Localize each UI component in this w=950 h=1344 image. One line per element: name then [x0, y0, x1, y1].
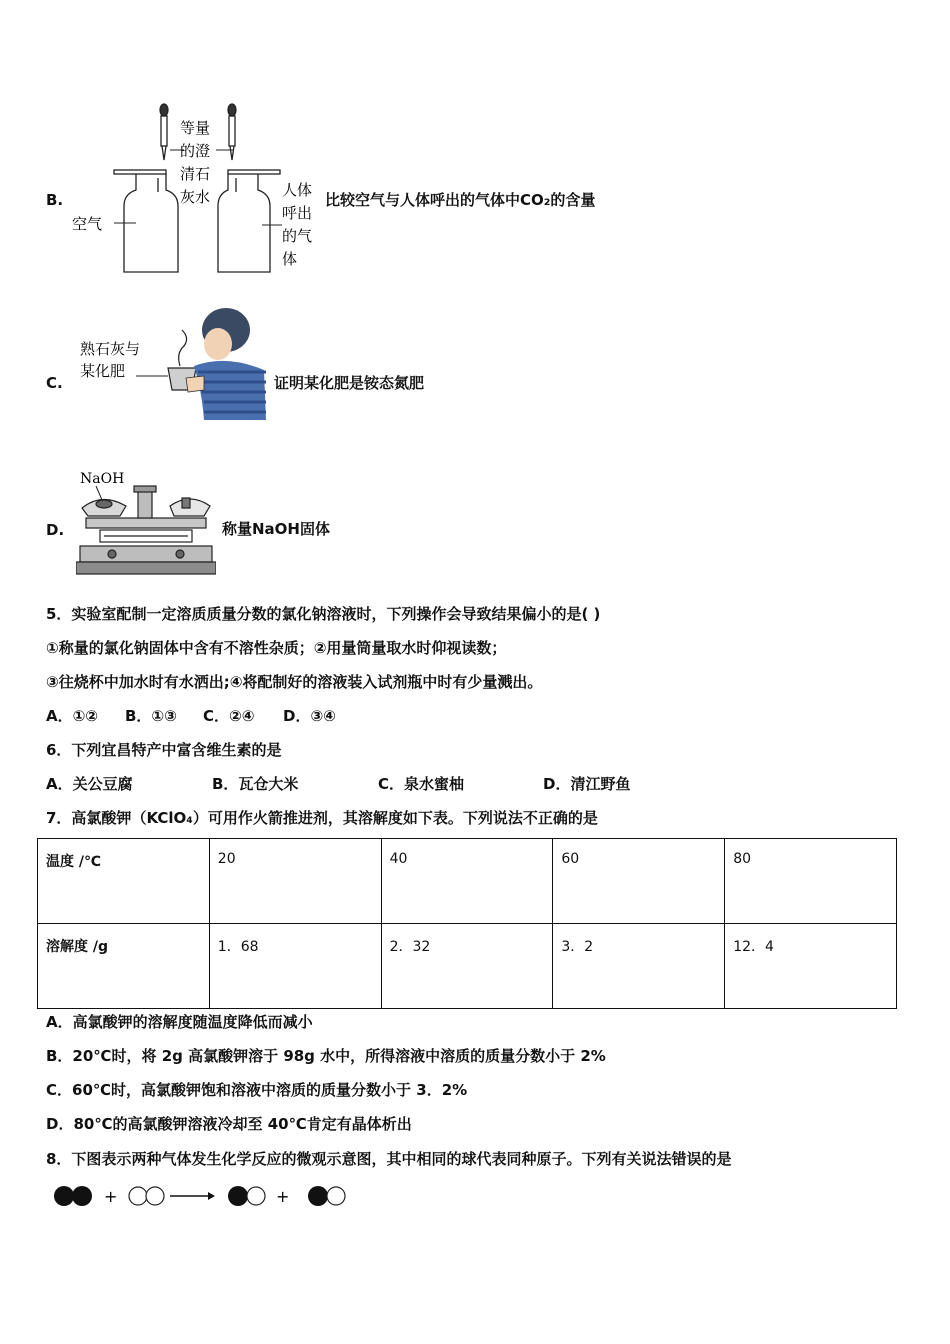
reactant-black-molecule-icon	[54, 1186, 92, 1206]
label-breath-3: 的气	[282, 227, 313, 245]
table-cell: 溶解度 /g	[38, 924, 210, 1009]
label-lime-2: 某化肥	[80, 362, 126, 380]
label-breath-4: 体	[282, 250, 298, 268]
option-b-description: 比较空气与人体呼出的气体中CO₂的含量	[325, 191, 596, 209]
table-cell: 3．2	[553, 924, 725, 1009]
balance-icon	[76, 486, 216, 574]
label-reagent-2: 的澄	[180, 142, 211, 160]
dropper-right-icon	[228, 104, 236, 160]
option-letter-c: C.	[46, 374, 63, 392]
plus-sign-2: +	[276, 1187, 290, 1206]
right-bottle-icon	[218, 170, 280, 272]
label-reagent-3: 清石	[180, 165, 211, 183]
label-naoh: NaOH	[80, 471, 125, 487]
label-lime-1: 熟石灰与	[80, 340, 141, 358]
q8-stem: 8．下图表示两种气体发生化学反应的微观示意图，其中相同的球代表同种原子。下列有关说法错误的是	[46, 1150, 732, 1168]
q5-line1: ①称量的氯化钠固体中含有不溶性杂质；②用量筒量取水时仰视读数；	[46, 639, 507, 657]
product-molecule-2-icon	[308, 1186, 345, 1206]
table-row	[38, 924, 897, 1009]
label-reagent-1: 等量	[180, 119, 211, 137]
plus-sign-1: +	[104, 1187, 118, 1206]
balance-scale-illustration	[76, 466, 216, 578]
q7-stem: 7．高氯酸钾（KClO₄）可用作火箭推进剂，其溶解度如下表。下列说法不正确的是	[46, 809, 598, 827]
product-molecule-1-icon	[228, 1186, 265, 1206]
arrow-right-icon	[170, 1192, 215, 1200]
q5-line2: ③往烧杯中加水时有水洒出;④将配制好的溶液装入试剂瓶中时有少量溅出。	[46, 673, 543, 691]
q5-option-a: A．①②	[46, 707, 99, 725]
option-c-description: 证明某化肥是铵态氮肥	[274, 374, 425, 392]
option-letter-b: B.	[46, 191, 64, 209]
label-air: 空气	[72, 215, 103, 233]
q6-option-a: A．关公豆腐	[46, 775, 133, 793]
q6-stem: 6．下列宜昌特产中富含维生素的是	[46, 741, 282, 759]
table-cell: 温度 /℃	[38, 839, 210, 924]
co2-comparison-apparatus	[66, 100, 326, 280]
q7-option-d: D．80℃的高氯酸钾溶液冷却至 40℃肯定有晶体析出	[46, 1115, 412, 1133]
table-cell: 12．4	[725, 924, 897, 1009]
left-bottle-icon	[114, 170, 178, 272]
table-cell: 2．32	[381, 924, 553, 1009]
q6-option-d: D．清江野鱼	[543, 775, 631, 793]
fertilizer-test-illustration	[76, 308, 272, 424]
q5-option-b: B．①③	[125, 707, 177, 725]
table-row	[38, 839, 897, 924]
solubility-table	[37, 838, 897, 1009]
table-cell: 1．68	[209, 924, 381, 1009]
dropper-left-icon	[160, 104, 168, 160]
q7-option-c: C．60℃时，高氯酸钾饱和溶液中溶质的质量分数小于 3．2%	[46, 1081, 468, 1099]
table-cell: 80	[725, 839, 897, 924]
q7-option-b: B．20℃时，将 2g 高氯酸钾溶于 98g 水中，所得溶液中溶质的质量分数小于 2%	[46, 1047, 606, 1065]
table-cell: 40	[381, 839, 553, 924]
q5-option-d: D．③④	[283, 707, 336, 725]
table-cell: 60	[553, 839, 725, 924]
reactant-white-molecule-icon	[129, 1187, 164, 1205]
label-breath-2: 呼出	[282, 204, 313, 222]
q6-option-c: C．泉水蜜柚	[378, 775, 465, 793]
reaction-diagram	[50, 1182, 360, 1212]
q5-stem: 5．实验室配制一定溶质质量分数的氯化钠溶液时，下列操作会导致结果偏小的是( )	[46, 605, 601, 623]
option-letter-d: D.	[46, 521, 65, 539]
label-breath-1: 人体	[282, 181, 313, 199]
label-reagent-4: 灰水	[180, 188, 211, 206]
q5-option-c: C．②④	[203, 707, 255, 725]
q6-option-b: B．瓦仓大米	[212, 775, 299, 793]
table-cell: 20	[209, 839, 381, 924]
student-icon	[186, 308, 266, 420]
option-d-description: 称量NaOH固体	[222, 520, 330, 538]
q7-option-a: A．高氯酸钾的溶解度随温度降低而减小	[46, 1013, 313, 1031]
